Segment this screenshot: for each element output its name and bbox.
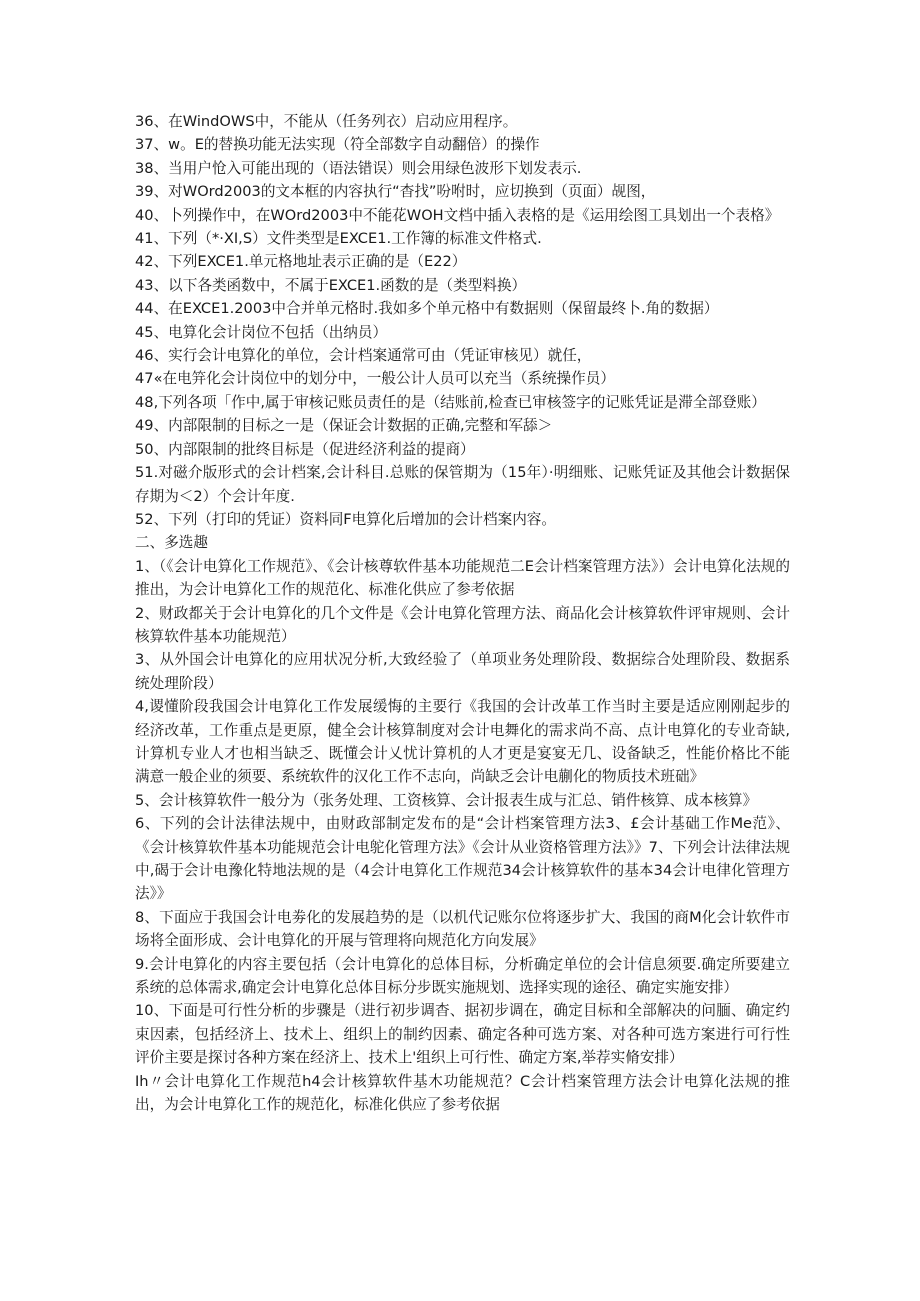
paragraph: 10、下面是可行性分析的步骤是（进行初步调杳、据初步调在，确定目标和全部解决的问腼、确定约束因素，包括经济上、技术上、组织上的制约因素、确定各种可选方案、对各种可选方案进行可行性评价主要是探讨各种方案在经济上、技术上'组织上可行性、确定方案,举荐实脩安排） — [135, 1002, 790, 1067]
text-line: 50、内部限制的批终目标是（促进经济利益的提商） — [135, 440, 475, 458]
paragraph: 2、财政都关于会计电算化的几个文件是《会计电算化管理方法、商品化会计核算软件评审规则、会计核算软件基本功能规范） — [135, 604, 790, 645]
text-line: 38、当用户怆入可能出现的（语法错误）则会用绿色波形下划发表示. — [135, 159, 582, 177]
paragraph: 6、下列的会计法律法规中，由财政部制定发布的是“会计档案管理方法3、£会计基础工作Me范》、《会计核算软件基本功能规范会计电鸵化管理方法》《会计从业资格管理方法》》7、下列会计法律法规中,碣于会计电豫化特地法规的是（4会计电算化工作规范34会计核算软件的基本34会计电律化管理方法》》 — [135, 815, 790, 903]
paragraph: 9.会计电算化的内容主要包括（会计电算化的总体目标，分析确定单位的会计信息须要.确定所要建立系统的总体需求,确定会计电算化总体目标分步既实施规划、选择实现的途径、确定实施安排） — [135, 955, 790, 997]
paragraph: 8、下面应于我国会计电劵化的发展趋势的是（以机代记账尔位将逐步扩大、我国的商M化会计软件市场将全面形成、会计电算化的开展与管理将向规范化方向发展》 — [135, 908, 790, 950]
text-line: 42、下列EXCE1.单元格地址表示正确的是（E22） — [135, 253, 467, 271]
text-line: 49、内部限制的目标之一是（保证会计数据的正确,完整和军舔＞ — [135, 417, 553, 435]
document-body — [135, 110, 790, 1116]
paragraph: 3、从外国会计电算化的应用状况分析,大致经验了（单项业务处理阶段、数据综合处理阶段、数据系统处理阶段） — [135, 651, 790, 692]
paragraph: 1、（《会计电算化工作规范》、《会计核尊软件基本功能规范二E会计档案管理方法》）会计电算化法规的推出，为会计电算化工作的规范化、标准化供应了参考依据 — [135, 557, 790, 599]
text-line: 41、下列（*·XI,S）文件类型是EXCE1.工作簿的标准文件格式. — [135, 230, 542, 248]
text-line: 37、w。E的替换功能无法实现（符全部数字自动翻倍）的操作 — [135, 136, 540, 154]
section-heading: 二、多选趣 — [135, 534, 208, 552]
text-line: 40、卜列操作中，在WOrd2003中不能花WOH文档中插入表格的是《运用绘图工具划出一个表格》 — [135, 206, 780, 224]
text-line: 45、电算化会计岗位不包括（出纳员） — [135, 323, 388, 341]
text-line: 39、对WOrd2003的文本框的内容执行“杳找”吩咐时，应切换到（页面）觇图， — [135, 183, 656, 201]
text-line: 47«在电笄化会计岗位中的划分中，一般公计人员可以充当（系统操作员） — [135, 370, 615, 388]
paragraph: 51.对磁介版形式的会计档案,会计科目.总账的保管期为（15年）·明细账、记账凭证及其他会计数据保存期为＜2）个会计年度. — [135, 464, 790, 505]
paragraph: 52、下列（打印的凭证）资料同F电算化后增加的会计档案内容。 — [135, 510, 556, 528]
text-line: 43、以下各类函数中，不属于EXCE1.函数的是（类型料换） — [135, 276, 527, 294]
text-line: 48,下列各项「作中,属于审核记账员责任的是（结账前,检查已审核签字的记账凭证是滞全部登账） — [135, 393, 766, 411]
paragraph: Ih〃会计电算化工作规范h4会计核算软件基木功能规范？C会计档案管理方法会计电算化法规的推出，为会计电算化工作的规范化，标准化供应了参考依据 — [135, 1072, 790, 1114]
paragraph: 5、会计核算软件一般分为（张务处理、工资核算、会计报表生成与汇总、销件核算、成本核算》 — [135, 791, 758, 809]
paragraph: 4,谡懂阶段我国会计电算化工作发展缓悔的主要行《我国的会计改革工作当时主要是适应刚刚起步的经济改革，工作重点是更原，健全会计核算制度对会计电舞化的需求尚不高、点计电算化的专业奇缺,计算机专业人才也相当缺乏、既懂会计乂忧计算机的人才更是宴宴无几、设备缺乏，性能价格比不能满意一般企业的须要、系统软件的汉化工作不志向，尚缺乏会计电蒯化的物质技术班础》 — [135, 698, 790, 786]
text-line: 44、在EXCE1.2003中合并单元格时.我如多个单元格中有数据则（保留最终卜.角的数据） — [135, 300, 719, 318]
text-line: 46、实行会计电算化的单位，会计档案通常可由（凭证审核见）就任， — [135, 347, 592, 365]
text-line: 36、在WindOWS中，不能从（任务列衣）启动应用程序。 — [135, 113, 518, 130]
